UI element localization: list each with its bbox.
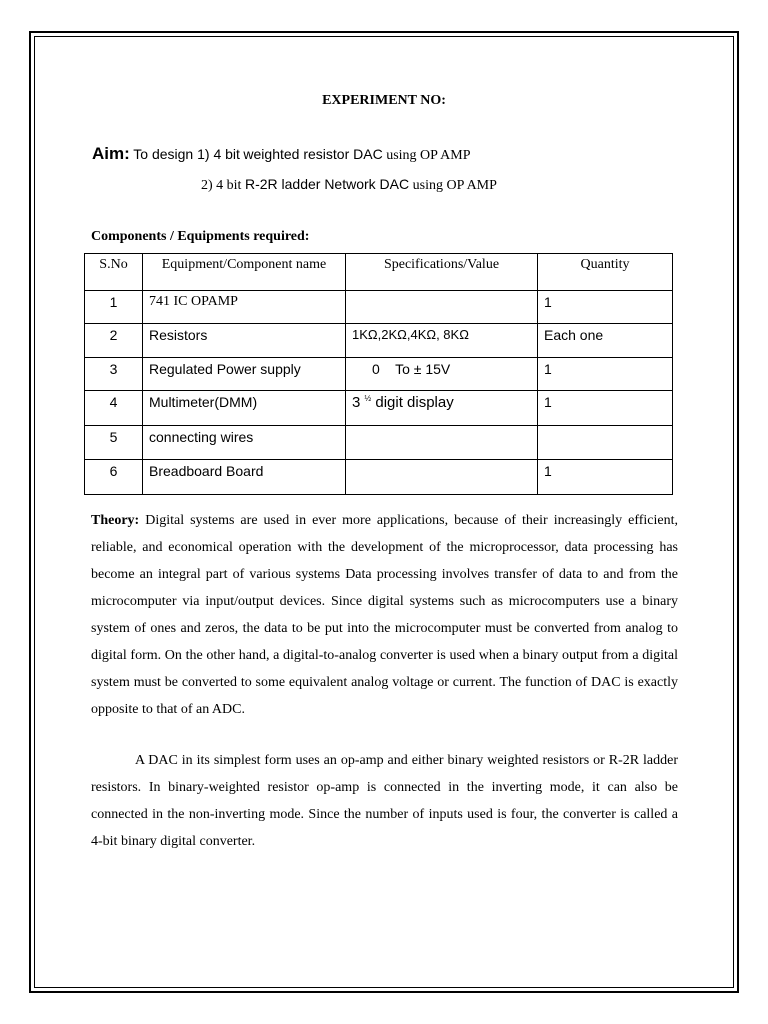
aim-label: Aim:	[92, 144, 130, 163]
table-row	[85, 426, 673, 460]
cell-name: Regulated Power supply	[143, 358, 346, 391]
cell-sno: 2	[85, 324, 143, 358]
cell-name: Resistors	[143, 324, 346, 358]
spec-digit-display: digit display	[375, 394, 454, 411]
cell-sno: 6	[85, 460, 143, 495]
cell-sno: 5	[85, 426, 143, 460]
cell-name: 741 IC OPAMP	[143, 291, 346, 324]
cell-quantity: 1	[538, 291, 673, 324]
aim-line-1	[92, 144, 470, 164]
aim-text-2c: using OP AMP	[412, 178, 497, 193]
table-row	[85, 358, 673, 391]
cell-sno: 4	[85, 391, 143, 426]
spec-digit-count: 3	[352, 394, 361, 411]
experiment-title: EXPERIMENT NO:	[322, 93, 446, 108]
theory-label: Theory:	[91, 513, 140, 528]
cell-quantity: 1	[538, 391, 673, 426]
cell-quantity	[538, 426, 673, 460]
cell-quantity: 1	[538, 460, 673, 495]
cell-spec	[346, 391, 538, 426]
cell-quantity: 1	[538, 358, 673, 391]
cell-sno: 1	[85, 291, 143, 324]
cell-name: Breadboard Board	[143, 460, 346, 495]
cell-name: Multimeter(DMM)	[143, 391, 346, 426]
cell-spec: 1KΩ,2KΩ,4KΩ, 8KΩ	[346, 324, 538, 358]
aim-text-2a: 2) 4 bit	[201, 178, 242, 193]
cell-quantity: Each one	[538, 324, 673, 358]
table-row	[85, 291, 673, 324]
cell-name: connecting wires	[143, 426, 346, 460]
header-name: Equipment/Component name	[143, 254, 346, 291]
table-header-row	[85, 254, 673, 291]
aim-line-2	[201, 176, 497, 194]
equipment-table	[84, 253, 673, 495]
header-spec: Specifications/Value	[346, 254, 538, 291]
cell-spec	[346, 426, 538, 460]
theory-paragraph	[91, 507, 678, 723]
components-heading: Components / Equipments required:	[91, 229, 310, 244]
aim-text-1c: using OP AMP	[386, 148, 471, 163]
spec-half-superscript: ½	[364, 394, 372, 403]
cell-spec	[346, 460, 538, 495]
aim-text-1a: To design 1) 4 bit	[133, 146, 240, 162]
theory-text: Digital systems are used in ever more applications, because of their increasingly efficient, reliable, and economical operation with the development of the microprocessor, data processing has become an integral part of various systems Data processing involves transfer of data to and from the microcomputer via input/output devices. Since digital systems such as microcomputers use a binary system of ones and zeros, the data to be put into the microcomputer must be converted from analog to digital form. On the other hand, a digital-to-analog converter is used when a binary output from a digital system must be converted to some equivalent analog voltage or current. The function of DAC is exactly opposite to that of an ADC.	[91, 513, 678, 717]
header-sno: S.No	[85, 254, 143, 291]
header-quantity: Quantity	[538, 254, 673, 291]
cell-spec: 0 To ± 15V	[346, 358, 538, 391]
table-row	[85, 391, 673, 426]
cell-sno: 3	[85, 358, 143, 391]
table-row	[85, 324, 673, 358]
table-row	[85, 460, 673, 495]
cell-spec	[346, 291, 538, 324]
aim-text-2b: R-2R ladder Network DAC	[244, 176, 410, 192]
aim-text-1b: weighted resistor DAC	[243, 146, 383, 162]
dac-paragraph: A DAC in its simplest form uses an op-amp and either binary weighted resistors or R-2R ladder resistors. In binary-weighted resistor op-amp is connected in the inverting mode, it can also be connected in the non-inverting mode. Since the number of inputs used is four, the converter is called a 4-bit binary digital converter.	[91, 753, 678, 849]
